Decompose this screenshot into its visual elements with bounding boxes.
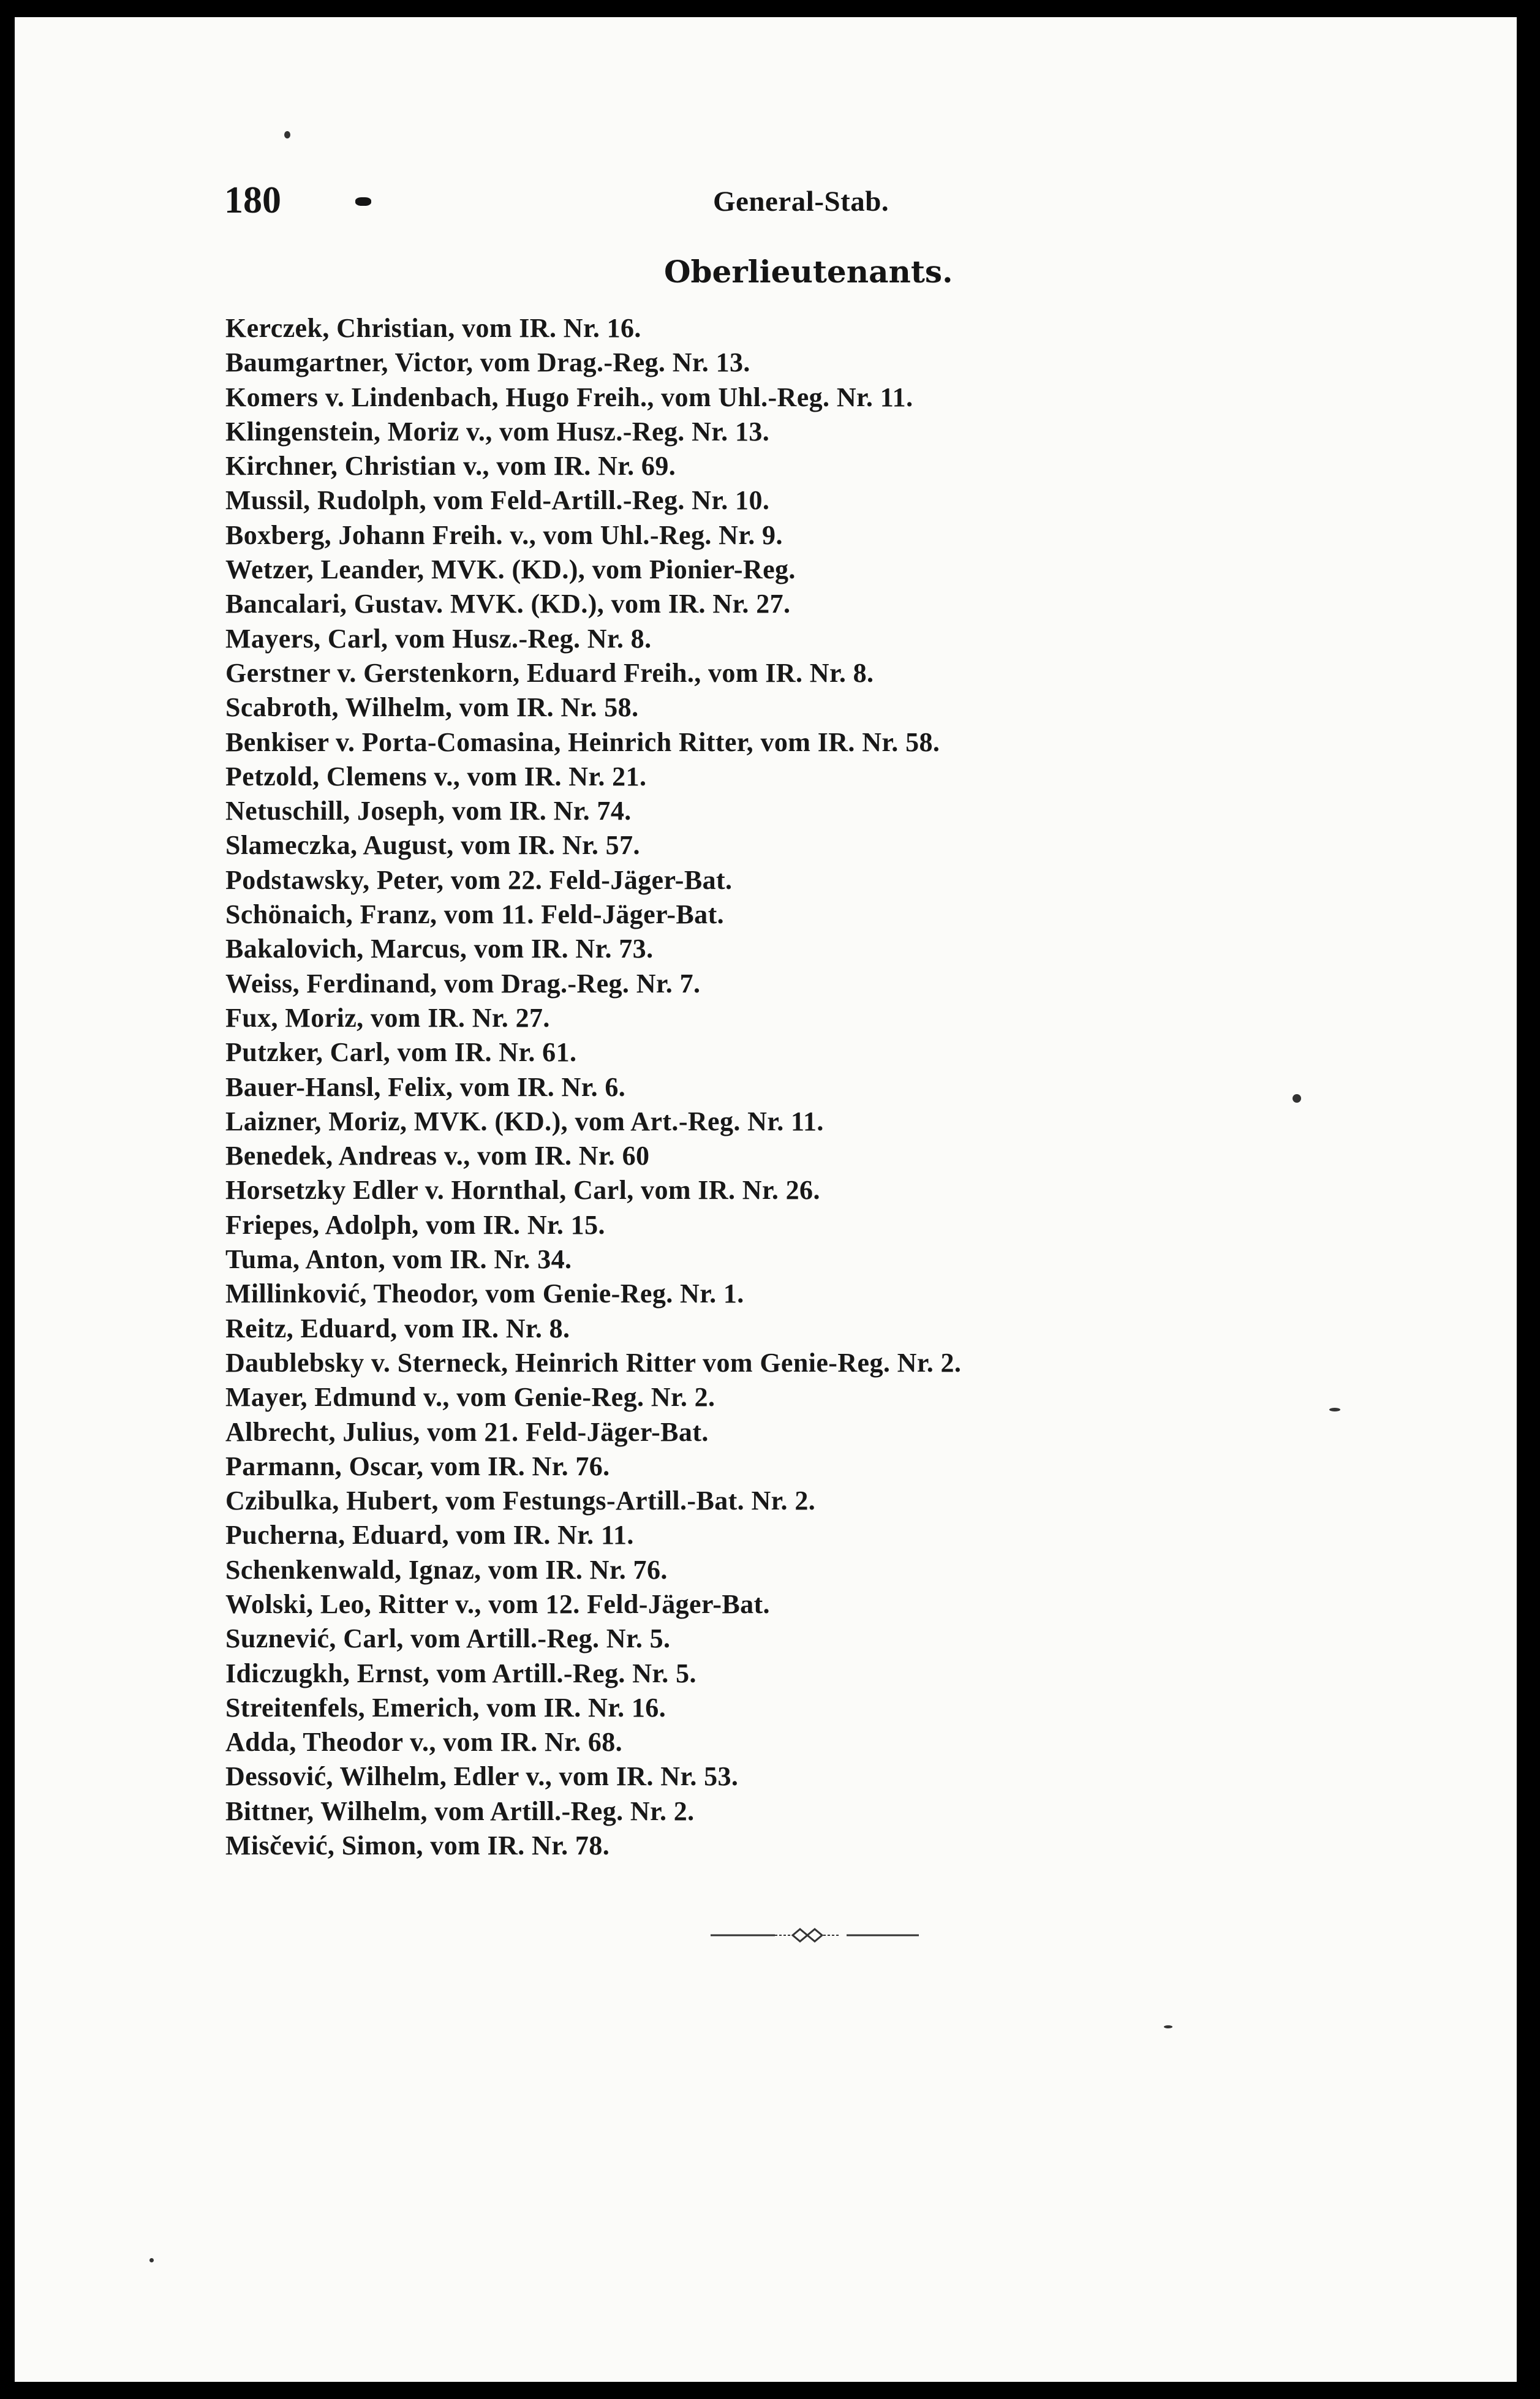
officer-entry: Podstawsky, Peter, vom 22. Feld-Jäger-Bat. — [225, 864, 733, 895]
officer-entry: Wetzer, Leander, MVK. (KD.), vom Pionier-Reg. — [225, 554, 796, 585]
officer-entry: Komers v. Lindenbach, Hugo Freih., vom Uhl.-Reg. Nr. 11. — [225, 382, 913, 412]
officer-entry: Kirchner, Christian v., vom IR. Nr. 69. — [225, 451, 676, 482]
officer-entry: Dessović, Wilhelm, Edler v., vom IR. Nr. 53. — [225, 1761, 739, 1792]
officer-entry: Bakalovich, Marcus, vom IR. Nr. 73. — [225, 934, 654, 964]
officer-entry: Putzker, Carl, vom IR. Nr. 61. — [225, 1037, 577, 1068]
officer-entry: Benkiser v. Porta-Comasina, Heinrich Ritter, vom IR. Nr. 58. — [225, 727, 940, 757]
ornament-divider — [711, 1926, 919, 1944]
page-number: 180 — [224, 179, 281, 221]
officer-entry: Benedek, Andreas v., vom IR. Nr. 60 — [225, 1141, 650, 1171]
officer-entry: Millinković, Theodor, vom Genie-Reg. Nr. 1. — [225, 1279, 744, 1309]
officer-entry: Idiczugkh, Ernst, vom Artill.-Reg. Nr. 5. — [225, 1658, 696, 1688]
officer-entry: Parmann, Oscar, vom IR. Nr. 76. — [225, 1451, 610, 1481]
officer-entry: Mussil, Rudolph, vom Feld-Artill.-Reg. Nr. 10. — [225, 485, 770, 516]
header-ink-dot — [355, 197, 371, 206]
officer-entry: Kerczek, Christian, vom IR. Nr. 16. — [225, 313, 641, 343]
officer-entry: Misčević, Simon, vom IR. Nr. 78. — [225, 1830, 610, 1861]
officer-entry: Scabroth, Wilhelm, vom IR. Nr. 58. — [225, 692, 639, 723]
officer-entry: Mayers, Carl, vom Husz.-Reg. Nr. 8. — [225, 623, 652, 654]
running-head: General-Stab. — [713, 186, 889, 217]
officer-entry: Daublebsky v. Sterneck, Heinrich Ritter vom Genie-Reg. Nr. 2. — [225, 1347, 962, 1378]
officer-entry: Reitz, Eduard, vom IR. Nr. 8. — [225, 1313, 570, 1343]
officer-entry: Klingenstein, Moriz v., vom Husz.-Reg. Nr. 13. — [225, 416, 770, 447]
officer-entry: Streitenfels, Emerich, vom IR. Nr. 16. — [225, 1692, 666, 1723]
officer-entry: Albrecht, Julius, vom 21. Feld-Jäger-Bat. — [225, 1416, 709, 1447]
page-header — [15, 179, 1517, 234]
officer-entry: Tuma, Anton, vom IR. Nr. 34. — [225, 1244, 572, 1275]
officer-entry: Gerstner v. Gerstenkorn, Eduard Freih., vom IR. Nr. 8. — [225, 657, 874, 688]
officer-entry: Friepes, Adolph, vom IR. Nr. 15. — [225, 1209, 605, 1240]
ink-speck — [1329, 1408, 1340, 1411]
officer-entry: Suznević, Carl, vom Artill.-Reg. Nr. 5. — [225, 1623, 671, 1654]
officer-entry: Netuschill, Joseph, vom IR. Nr. 74. — [225, 796, 632, 826]
officer-entry: Horsetzky Edler v. Hornthal, Carl, vom IR. Nr. 26. — [225, 1175, 820, 1206]
officer-entry: Laizner, Moriz, MVK. (KD.), vom Art.-Reg. Nr. 11. — [225, 1106, 824, 1136]
officer-entry: Petzold, Clemens v., vom IR. Nr. 21. — [225, 761, 647, 791]
officer-entry: Schenkenwald, Ignaz, vom IR. Nr. 76. — [225, 1554, 668, 1585]
officer-entry: Pucherna, Eduard, vom IR. Nr. 11. — [225, 1520, 634, 1551]
officer-entry: Bauer-Hansl, Felix, vom IR. Nr. 6. — [225, 1071, 626, 1102]
officer-entry: Wolski, Leo, Ritter v., vom 12. Feld-Jäger-Bat. — [225, 1589, 770, 1619]
officer-entry: Schönaich, Franz, vom 11. Feld-Jäger-Bat. — [225, 899, 725, 930]
officer-entry: Slameczka, August, vom IR. Nr. 57. — [225, 830, 640, 861]
officer-entry: Fux, Moriz, vom IR. Nr. 27. — [225, 1002, 550, 1033]
book-page — [15, 17, 1517, 2382]
officer-entry: Adda, Theodor v., vom IR. Nr. 68. — [225, 1727, 623, 1758]
ink-speck — [149, 2258, 154, 2262]
officer-entry: Boxberg, Johann Freih. v., vom Uhl.-Reg. Nr. 9. — [225, 519, 783, 550]
officer-entry: Mayer, Edmund v., vom Genie-Reg. Nr. 2. — [225, 1382, 715, 1413]
officer-entry: Bancalari, Gustav. MVK. (KD.), vom IR. Nr. 27. — [225, 589, 791, 619]
officer-entry: Bittner, Wilhelm, vom Artill.-Reg. Nr. 2. — [225, 1796, 695, 1826]
officer-entry: Weiss, Ferdinand, vom Drag.-Reg. Nr. 7. — [225, 968, 701, 999]
section-title: Oberlieutenants. — [664, 254, 953, 290]
officer-entry: Czibulka, Hubert, vom Festungs-Artill.-Bat. Nr. 2. — [225, 1486, 816, 1516]
officer-entry: Baumgartner, Victor, vom Drag.-Reg. Nr. 13. — [225, 347, 750, 378]
ink-speck — [1164, 2025, 1172, 2028]
officer-list — [225, 311, 1267, 1863]
ink-speck — [1293, 1094, 1301, 1103]
ink-speck — [284, 131, 290, 138]
